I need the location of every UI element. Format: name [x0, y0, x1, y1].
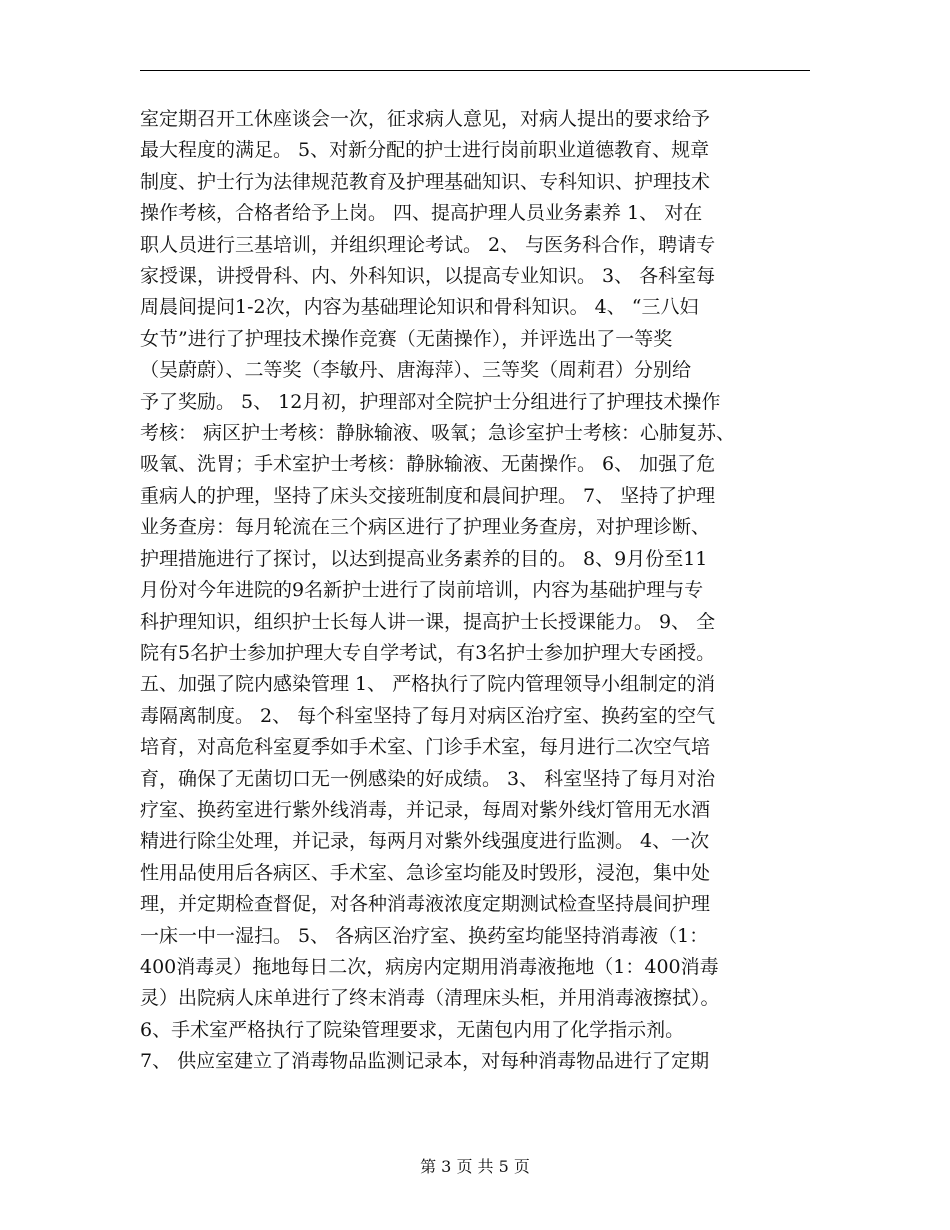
text-line: （吴蔚蔚）、二等奖（李敏丹、唐海萍）、三等奖（周莉君）分别给	[140, 359, 692, 382]
text-line: 周晨间提问1-2次，内容为基础理论知识和骨科知识。 4、 “三八妇	[140, 296, 699, 319]
text-line: 护理措施进行了探讨，以达到提高业务素养的目的。 8、9月份至11	[140, 547, 708, 570]
text-line: 室定期召开工休座谈会一次，征求病人意见，对病人提出的要求给予	[140, 108, 711, 130]
text-line: 家授课，讲授骨科、内、外科知识，以提高专业知识。 3、 各科室每	[140, 265, 716, 288]
text-line: 最大程度的满足。 5、对新分配的护士进行岗前职业道德教育、规章	[140, 139, 710, 162]
text-line: 疗室、换药室进行紫外线消毒，并记录，每周对紫外线灯管用无水酒	[140, 798, 711, 821]
text-line: 灵）出院病人床单进行了终末消毒（清理床头柜，并用消毒液擦拭）。	[140, 987, 720, 1010]
text-line: 予了奖励。 5、 12月初，护理部对全院护士分组进行了护理技术操作	[140, 390, 721, 413]
text-line: 月份对今年进院的9名新护士进行了岗前培训，内容为基础护理与专	[140, 579, 704, 602]
text-line: 6、手术室严格执行了院染管理要求，无菌包内用了化学指示剂。	[140, 1018, 685, 1041]
document-body	[140, 104, 810, 1078]
text-line: 精进行除尘处理，并记录，每两月对紫外线强度进行监测。 4、一次	[140, 830, 710, 853]
page-footer: 第 3 页 共 5 页	[420, 1157, 530, 1176]
text-line: 理，并定期检查督促，对各种消毒液浓度定期测试检查坚持晨间护理	[140, 893, 711, 916]
text-line: 制度、护士行为法律规范教育及护理基础知识、专科知识、护理技术	[140, 170, 711, 193]
text-line: 育，确保了无菌切口无一例感染的好成绩。 3、 科室坚持了每月对治	[140, 767, 716, 790]
text-line: 业务查房：每月轮流在三个病区进行了护理业务查房，对护理诊断、	[140, 516, 711, 539]
text-line: 操作考核，合格者给予上岗。 四、提高护理人员业务素养 1、 对在	[140, 202, 703, 225]
text-line: 重病人的护理，坚持了床头交接班制度和晨间护理。 7、 坚持了护理	[140, 484, 716, 507]
text-line: 400消毒灵）拖地每日二次，病房内定期用消毒液拖地（1：400消毒	[140, 955, 719, 978]
text-line: 吸氧、洗胃；手术室护士考核：静脉输液、无菌操作。 6、 加强了危	[140, 453, 716, 476]
text-line: 科护理知识，组织护士长每人讲一课，提高护士长授课能力。 9、 全	[140, 610, 716, 633]
text-line: 考核： 病区护士考核：静脉输液、吸氧；急诊室护士考核：心肺复苏、	[140, 422, 736, 445]
text-line: 职人员进行三基培训，并组织理论考试。 2、 与医务科合作，聘请专	[140, 233, 716, 256]
text-line: 院有5名护士参加护理大专自学考试，有3名护士参加护理大专函授。	[140, 641, 716, 664]
text-line: 一床一中一湿扫。 5、 各病区治疗室、换药室均能坚持消毒液（1：	[140, 924, 709, 947]
text-line: 培育，对高危科室夏季如手术室、门诊手术室，每月进行二次空气培	[140, 736, 711, 759]
header-rule	[140, 70, 810, 71]
text-line: 女节”进行了护理技术操作竞赛（无菌操作），并评选出了一等奖	[140, 327, 673, 350]
text-line: 五、加强了院内感染管理 1、 严格执行了院内管理领导小组制定的消	[140, 673, 716, 696]
text-line: 性用品使用后各病区、手术室、急诊室均能及时毁形，浸泡，集中处	[140, 861, 711, 884]
text-line: 毒隔离制度。 2、 每个科室坚持了每月对病区治疗室、换药室的空气	[140, 704, 716, 727]
text-line: 7、 供应室建立了消毒物品监测记录本，对每种消毒物品进行了定期	[140, 1050, 710, 1073]
